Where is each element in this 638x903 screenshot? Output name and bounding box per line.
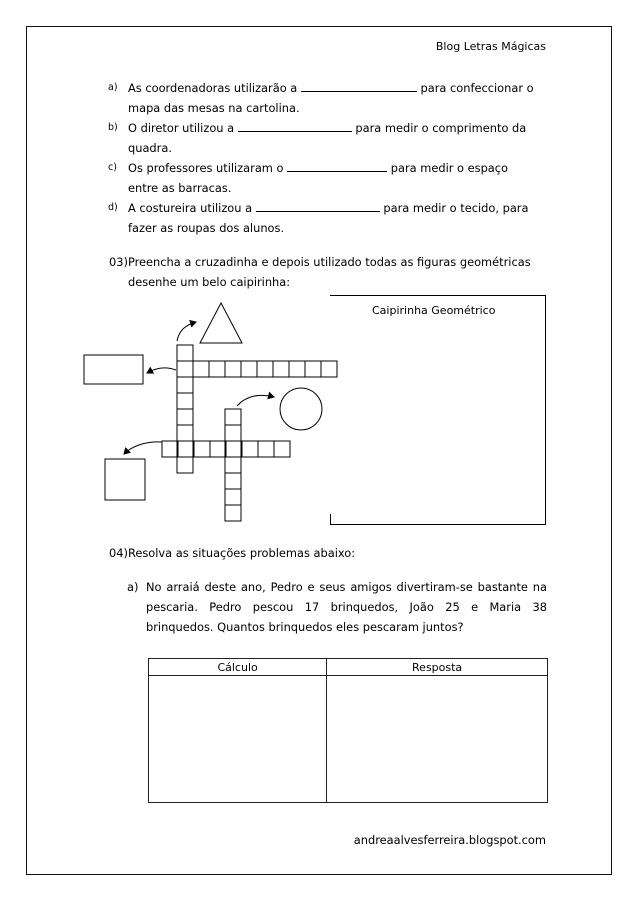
table-header-resposta: Resposta: [327, 659, 548, 676]
footer-url: andreaalvesferreira.blogspot.com: [353, 833, 546, 847]
question-d-post: para medir o tecido, para: [383, 201, 529, 215]
crossword-cell[interactable]: [177, 361, 193, 377]
question-c-letter: c): [108, 162, 117, 173]
question-d-pre: A costureira utilizou a: [128, 201, 253, 215]
question-d-line2: fazer as roupas dos alunos.: [128, 221, 285, 235]
crossword-cell[interactable]: [258, 441, 274, 457]
table-header-calculo: Cálculo: [149, 659, 327, 676]
crossword-cell[interactable]: [177, 393, 193, 409]
crossword-cell[interactable]: [177, 457, 193, 473]
rectangle-shape: [84, 355, 143, 384]
answer-table: [148, 658, 548, 803]
question-b-line2: quadra.: [128, 141, 172, 155]
question-a-post: para confeccionar o: [420, 81, 534, 95]
crossword-cell[interactable]: [209, 361, 225, 377]
drawing-box-title: Caipirinha Geométrico: [372, 304, 496, 317]
question-b-pre: O diretor utilizou a: [128, 121, 235, 135]
problem-a-letter: a): [127, 580, 139, 594]
crossword-cell[interactable]: [225, 489, 241, 505]
crossword-cell[interactable]: [257, 361, 273, 377]
question-b-letter: b): [108, 122, 118, 133]
problem-a: [127, 577, 547, 637]
crossword-cell[interactable]: [177, 409, 193, 425]
blog-name: Blog Letras Mágicas: [435, 40, 546, 53]
problem-a-text: No arraiá deste ano, Pedro e seus amigos divertiram-se bastante na pescaria. Pedro pescou 17 brinquedos, João 25 e Maria 38 brinquedos. Quantos brinquedos eles pescaram juntos?: [146, 580, 547, 634]
arrow-to-square: [124, 442, 162, 454]
crossword-cell[interactable]: [178, 441, 194, 457]
resposta-cell[interactable]: [327, 676, 548, 803]
question-a-letter: a): [108, 82, 118, 93]
crossword-cell[interactable]: [177, 441, 193, 457]
crossword-cell[interactable]: [177, 345, 193, 361]
drawing-box-corner: [330, 514, 331, 525]
arrow-to-circle: [237, 395, 274, 406]
arrow-to-rectangle: [147, 368, 176, 373]
question-c-pre: Os professores utilizaram o: [128, 161, 284, 175]
question-b-post: para medir o comprimento da: [355, 121, 527, 135]
question-c-post: para medir o espaço: [390, 161, 509, 175]
square-shape: [105, 459, 145, 500]
crossword-cell[interactable]: [225, 425, 241, 441]
triangle-shape: [200, 303, 242, 343]
crossword-cell[interactable]: [273, 361, 289, 377]
crossword-cell[interactable]: [241, 361, 257, 377]
section3-line1: 03)Preencha a cruzadinha e depois utilizado todas as figuras geométricas: [109, 255, 531, 269]
crossword-cell[interactable]: [289, 361, 305, 377]
crossword-cell[interactable]: [305, 361, 321, 377]
crossword-cell[interactable]: [274, 441, 290, 457]
arrow-to-triangle: [177, 322, 196, 341]
crossword-cell[interactable]: [242, 441, 258, 457]
question-d-letter: d): [108, 202, 118, 213]
crossword-cell[interactable]: [226, 441, 242, 457]
section3-line2: desenhe um belo caipirinha:: [128, 275, 291, 289]
crossword-cell[interactable]: [225, 361, 241, 377]
crossword-cell[interactable]: [162, 441, 178, 457]
crossword-cell[interactable]: [177, 361, 193, 377]
crossword-cell[interactable]: [225, 457, 241, 473]
crossword-grid[interactable]: [162, 345, 337, 521]
crossword-cell[interactable]: [225, 473, 241, 489]
question-a-line2: mapa das mesas na cartolina.: [128, 101, 300, 115]
crossword-cell[interactable]: [225, 409, 241, 425]
question-a-pre: As coordenadoras utilizarão a: [128, 81, 298, 95]
circle-shape: [280, 388, 322, 430]
crossword-cell[interactable]: [225, 505, 241, 521]
calculo-cell[interactable]: [149, 676, 327, 803]
crossword-cell[interactable]: [194, 441, 210, 457]
drawing-box[interactable]: [330, 295, 546, 525]
crossword-cell[interactable]: [177, 425, 193, 441]
crossword-cell[interactable]: [177, 377, 193, 393]
crossword-cell[interactable]: [210, 441, 226, 457]
crossword-cell[interactable]: [225, 441, 241, 457]
crossword-cell[interactable]: [193, 361, 209, 377]
question-c-line2: entre as barracas.: [128, 181, 232, 195]
section4-title: 04)Resolva as situações problemas abaixo:: [109, 546, 356, 560]
